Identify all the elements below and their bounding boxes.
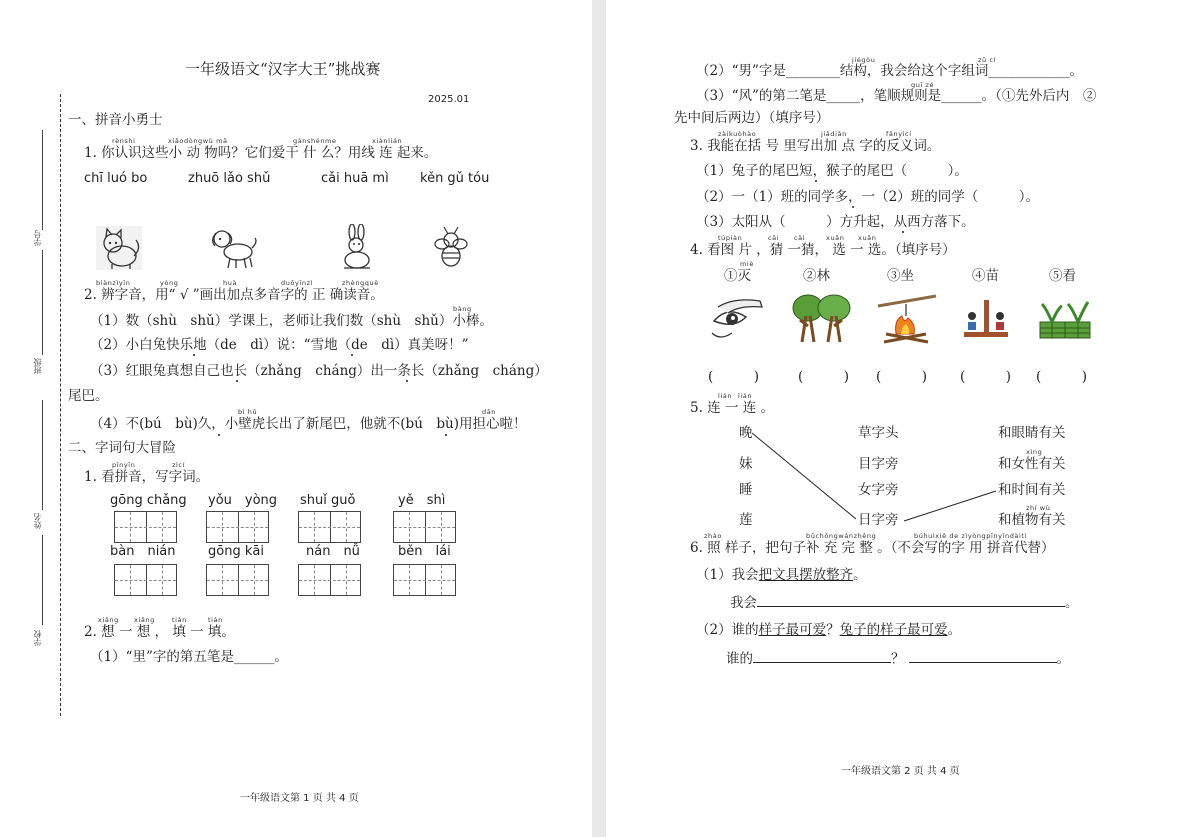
q4-item-1: （1）“里”字的第五笔是______。 <box>90 649 288 665</box>
pinyin: lián <box>718 392 733 400</box>
pinyin: pīnyīn <box>112 461 136 469</box>
q2-item-4: （4）不(bú bù)久，小壁虎长出了新尾巴，他就不(bú bù)用担心啦！ <box>90 416 527 432</box>
emphasis-dot <box>193 354 195 356</box>
emphasis-dot <box>445 434 447 436</box>
pinyin: rènshi <box>112 137 136 145</box>
emphasis-dot <box>406 380 408 382</box>
pinyin: lián <box>738 392 753 400</box>
pinyin: zhèngquè <box>342 279 379 287</box>
q2-3-line-cont: 先中间后两边）（填序号） <box>674 110 830 126</box>
pinyin: duōyīnzì <box>281 279 314 287</box>
q2-3-line: （3）“风”的第二笔是_____，笔顺规则是______。（①先外后内 ② <box>696 88 1097 104</box>
pinyin: túpiàn <box>718 234 743 242</box>
match-char[interactable]: 妹 <box>739 456 753 472</box>
pinyin: gànshénme <box>293 137 337 145</box>
q2-item-3-cont: 尾巴。 <box>68 388 109 404</box>
q2-item-2: （2）小白兔快乐地（de dì）说：“雪地（de dì）真美呀！” <box>90 337 469 353</box>
emphasis-dot <box>351 354 353 356</box>
page-footer: 一年级语文第 2 页 共 4 页 <box>841 766 960 777</box>
picture-char: ③坐 <box>887 268 914 284</box>
match-radical[interactable]: 女字旁 <box>858 482 899 498</box>
picture-char: ④苗 <box>972 268 999 284</box>
pinyin: cāi <box>768 234 780 242</box>
picture-char: ①灭 <box>724 268 751 284</box>
side-label-class: 班级 <box>33 358 42 374</box>
pinyin: xiǎng <box>134 616 155 624</box>
side-label-school: 学校 <box>33 630 42 646</box>
pinyin-option: zhuō lǎo shǔ <box>188 171 271 186</box>
writing-grid[interactable] <box>393 511 456 543</box>
pinyin: dān <box>482 408 497 416</box>
side-label-student-no: 学号 <box>33 230 42 246</box>
side-label-name: 姓名 <box>33 513 42 529</box>
page-footer: 一年级语文第 1 页 共 4 页 <box>240 793 359 804</box>
answer-bracket[interactable]: ( ) <box>960 369 1012 385</box>
q6-answer-2: 谁的 ？ 。 <box>726 651 1070 667</box>
question-4-text: 2. 想 一 想 ， 填 一 填。 <box>84 624 235 640</box>
match-char[interactable]: 莲 <box>739 512 753 528</box>
pinyin: jiādiǎn <box>821 130 847 138</box>
side-line <box>42 130 43 230</box>
q3-item-1: （1）兔子的尾巴短，猴子的尾巴（ ）。 <box>696 163 968 179</box>
picture-char: ②林 <box>803 268 830 284</box>
emphasis-dot <box>815 180 817 182</box>
pinyin: guī zé <box>911 81 935 89</box>
emphasis-dot <box>236 380 238 382</box>
question-6-text: 6. 照 样子，把句子补 充 完 整 。（不会写的字 用 拼音代替） <box>690 540 1055 556</box>
pinyin: tián <box>172 616 187 624</box>
side-line <box>42 535 43 625</box>
pinyin-word: běn lái <box>398 544 451 559</box>
pinyin: búhuìxiě de zìyòngpīnyīndàitì <box>914 532 1027 540</box>
pinyin: bǔchōngwánzhěng <box>806 532 877 540</box>
pinyin: xìng <box>1026 448 1043 456</box>
pinyin: tián <box>208 616 223 624</box>
page-1 <box>0 0 592 837</box>
pinyin-word: nán nǚ <box>306 544 360 559</box>
seedlings-picture <box>1038 292 1092 342</box>
writing-grid[interactable] <box>298 564 361 596</box>
section-1-heading: 一、拼音小勇士 <box>68 112 163 128</box>
question-2-text: 2. 辨字音，用“ √ ”画出加点多音字的 正 确读音。 <box>84 287 384 303</box>
question-3-text: 3. 我能在括 号 里写出加 点 字的反义词。 <box>690 138 941 154</box>
writing-grid[interactable] <box>206 564 269 596</box>
pinyin: zìcí <box>172 461 185 469</box>
pinyin-option: cǎi huā mì <box>321 171 389 186</box>
answer-blank[interactable] <box>757 594 1065 607</box>
q2-item-1: （1）数（shù shǔ）学课上，老师让我们数（shù shǔ）小棒。 <box>90 313 493 329</box>
pinyin: xiǎodòngwù mā <box>168 137 228 145</box>
pinyin: miè <box>740 260 754 268</box>
pinyin: fǎnyìcí <box>886 130 912 138</box>
pinyin: bì hǔ <box>238 408 258 416</box>
pinyin-word: yě shì <box>398 493 446 508</box>
pinyin: zhào <box>704 532 722 540</box>
binding-dashed-line <box>60 94 61 716</box>
pinyin: zhí wù <box>1026 504 1051 512</box>
match-radical[interactable]: 草字头 <box>858 425 899 441</box>
matching-lines <box>746 425 1006 525</box>
match-meaning[interactable]: 和植物有关 <box>998 512 1066 528</box>
emphasis-dot <box>852 206 854 208</box>
answer-blank[interactable] <box>753 650 891 663</box>
match-meaning[interactable]: 和时间有关 <box>998 482 1066 498</box>
pinyin-option: chī luó bo <box>84 171 148 186</box>
match-char[interactable]: 睡 <box>739 482 753 498</box>
pinyin-word: yǒu yòng <box>208 493 278 508</box>
eye-hand-picture <box>710 293 766 343</box>
q6-answer-1: 我会 。 <box>730 595 1079 611</box>
pinyin-option: kěn gǔ tóu <box>420 171 490 186</box>
answer-bracket[interactable]: ( ) <box>798 369 850 385</box>
writing-grid[interactable] <box>114 564 177 596</box>
question-4-text: 4. 看图 片 ，猜 一猜， 选 一 选。（填序号） <box>690 242 956 258</box>
q6-example-1: （1）我会把文具摆放整齐。 <box>696 567 867 583</box>
pinyin: yòng <box>160 279 179 287</box>
exam-title: 一年级语文“汉字大王”挑战赛 <box>185 60 381 78</box>
q6-example-2: （2）谁的样子最可爱？兔子的样子最可爱。 <box>696 622 962 638</box>
writing-grid[interactable] <box>393 564 456 596</box>
pinyin: xiǎng <box>98 616 119 624</box>
pinyin: xuǎn <box>858 234 877 242</box>
q3-item-2: （2）一（1）班的同学多，一（2）班的同学（ ）。 <box>696 189 1040 205</box>
pinyin: biànzìyīn <box>96 279 131 287</box>
answer-bracket[interactable]: ( ) <box>876 369 928 385</box>
pinyin: xuǎn <box>826 234 845 242</box>
page-2 <box>606 0 1199 837</box>
match-char[interactable]: 晚 <box>739 425 753 441</box>
rabbit-picture <box>336 224 378 270</box>
q3-item-3: （3）太阳从（ ）方升起，从西方落下。 <box>696 214 975 230</box>
dog-picture <box>208 226 258 270</box>
section-2-heading: 二、字词句大冒险 <box>68 440 176 456</box>
match-radical[interactable]: 目字旁 <box>858 456 899 472</box>
bee-picture <box>432 226 470 268</box>
writing-grid[interactable] <box>206 511 269 543</box>
answer-bracket[interactable]: ( ) <box>708 369 760 385</box>
emphasis-dot <box>218 434 220 436</box>
answer-bracket[interactable]: ( ) <box>1036 369 1088 385</box>
picture-char: ⑤看 <box>1049 268 1076 284</box>
pinyin-word: shuǐ guǒ <box>300 493 356 508</box>
pinyin-word: gōng kāi <box>208 544 264 559</box>
question-3-text: 1. 看拼音，写字词。 <box>84 469 210 485</box>
pinyin: xiànlián <box>372 137 403 145</box>
pinyin-word: gōng chǎng <box>110 493 187 508</box>
pinyin: zǔ cí <box>978 56 996 64</box>
pinyin: huà <box>223 279 238 287</box>
emphasis-dot <box>902 231 904 233</box>
match-meaning[interactable]: 和女性有关 <box>998 456 1066 472</box>
people-ground-picture <box>960 292 1012 344</box>
pinyin: zàikuòhào <box>718 130 757 138</box>
cat-picture <box>96 226 142 270</box>
fire-picture <box>876 290 938 346</box>
exam-date: 2025.01 <box>428 94 470 105</box>
writing-grid[interactable] <box>114 511 177 543</box>
q2-item-3: （3）红眼兔真想自己也长（zhǎng cháng）出一条长（zhǎng cháng） <box>90 363 548 379</box>
side-line <box>42 250 43 355</box>
match-meaning[interactable]: 和眼睛有关 <box>998 425 1066 441</box>
answer-blank[interactable] <box>909 650 1057 663</box>
match-radical[interactable]: 日字旁 <box>858 512 899 528</box>
pinyin-word: bàn nián <box>110 544 176 559</box>
side-line <box>42 400 43 510</box>
question-5-text: 5. 连 一 连 。 <box>690 400 775 416</box>
q2-2-line: （2）“男”字是________结构，我会给这个字组词____________。 <box>696 63 1083 79</box>
pinyin: jiégòu <box>852 56 876 64</box>
trees-picture <box>792 290 852 344</box>
pinyin: bàng <box>453 305 472 313</box>
pinyin: cāi <box>794 234 806 242</box>
writing-grid[interactable] <box>298 511 361 543</box>
question-1-text: 1. 你认识这些小 动 物吗？它们爱干 什 么？用线 连 起来。 <box>84 145 438 161</box>
